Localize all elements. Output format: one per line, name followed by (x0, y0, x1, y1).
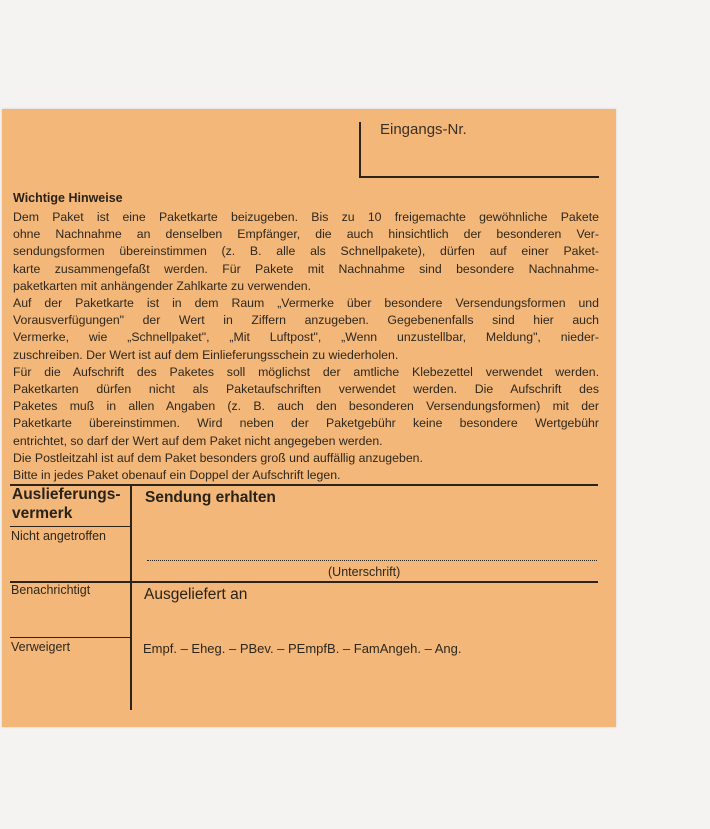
notes-line: paketkarten mit anhängender Zahlkarte zu verwenden. (13, 278, 312, 293)
notes-title: Wichtige Hinweise (13, 191, 123, 205)
unterschrift-label: (Unterschrift) (328, 565, 401, 579)
notes-line: entrichtet, so darf der Wert auf dem Paket nicht angegeben werden. (13, 433, 383, 448)
verweigert-label: Verweigert (11, 640, 71, 654)
notes-line: Paketkarte übereinstimmen. Wird neben der Paketgebühr keine besondere Wertgebühr (13, 416, 599, 431)
left-column-rule-3 (10, 637, 130, 638)
ausgeliefert-an-label: Ausgeliefert an (144, 586, 248, 603)
notes-line: zuschreiben. Der Wert ist auf dem Einlieferungsschein zu wiederholen. (13, 347, 399, 362)
benachrichtigt-label: Benachrichtigt (11, 583, 91, 597)
left-column-rule-1 (10, 526, 130, 527)
auslieferungs-label-line2: vermerk (12, 505, 73, 522)
notes-line: Paketkarten dürfen nicht als Paketaufschriften verwendet werden. Die Aufschrift des (13, 382, 599, 397)
notes-line: ohne Nachnahme an denselben Empfänger, die auch hinsichtlich der besonderen Ver- (13, 227, 599, 242)
notes-line: Für die Aufschrift des Paketes soll möglichst der amtliche Klebezettel verwendet werden. (13, 364, 599, 379)
notes-line: Paketes muß in allen Angaben (z. B. auch den besonderen Versendungsformen) mit der (13, 399, 599, 414)
nicht-angetroffen-label: Nicht angetroffen (11, 529, 106, 543)
empfaenger-options-line: Empf. – Eheg. – PBev. – PEmpfB. – FamAngeh. – Ang. (143, 641, 462, 656)
notes-paragraph-1 (13, 209, 599, 295)
notes-line: Dem Paket ist eine Paketkarte beizugeben. Bis zu 10 freigemachte gewöhnliche Pakete (13, 210, 599, 224)
eingangs-nr-label: Eingangs-Nr. (380, 121, 467, 138)
left-column-rule-2 (10, 581, 598, 583)
signature-dotted-line (147, 560, 597, 561)
form-vertical-divider (130, 484, 132, 710)
sendung-erhalten-label: Sendung erhalten (145, 489, 276, 506)
eingang-box-bottom-border (359, 176, 599, 178)
notes-line: Auf der Paketkarte ist in dem Raum „Vermerke über besondere Versendungsformen und (13, 296, 599, 311)
parcel-card (2, 109, 616, 727)
auslieferungs-label-line1: Auslieferungs- (12, 486, 121, 503)
eingang-box-left-border (359, 122, 361, 178)
notes-paragraph-3 (13, 364, 599, 450)
notes-line: sendungsformen übereinstimmen (z. B. alle als Schnellpakete), dürfen auf einer Paket- (13, 244, 599, 259)
notes-line: karte zusammengefaßt werden. Für Pakete mit Nachnahme sind besondere Nachnahme- (13, 261, 599, 276)
notes-paragraph-5 (13, 467, 599, 484)
notes-line: Bitte in jedes Paket obenauf ein Doppel der Aufschrift legen. (13, 468, 341, 483)
notes-paragraph-2 (13, 295, 599, 364)
notes-paragraph-4 (13, 450, 599, 467)
notes-body (13, 209, 599, 484)
notes-line: Vorausverfügungen" der Wert in Ziffern anzugeben. Gegebenenfalls sind hier auch (13, 313, 599, 328)
notes-line: Die Postleitzahl ist auf dem Paket besonders groß und auffällig anzugeben. (13, 450, 423, 465)
notes-line: Vermerke, wie „Schnellpaket", „Mit Luftpost", „Wenn unzustellbar, Meldung", nieder- (13, 330, 599, 345)
